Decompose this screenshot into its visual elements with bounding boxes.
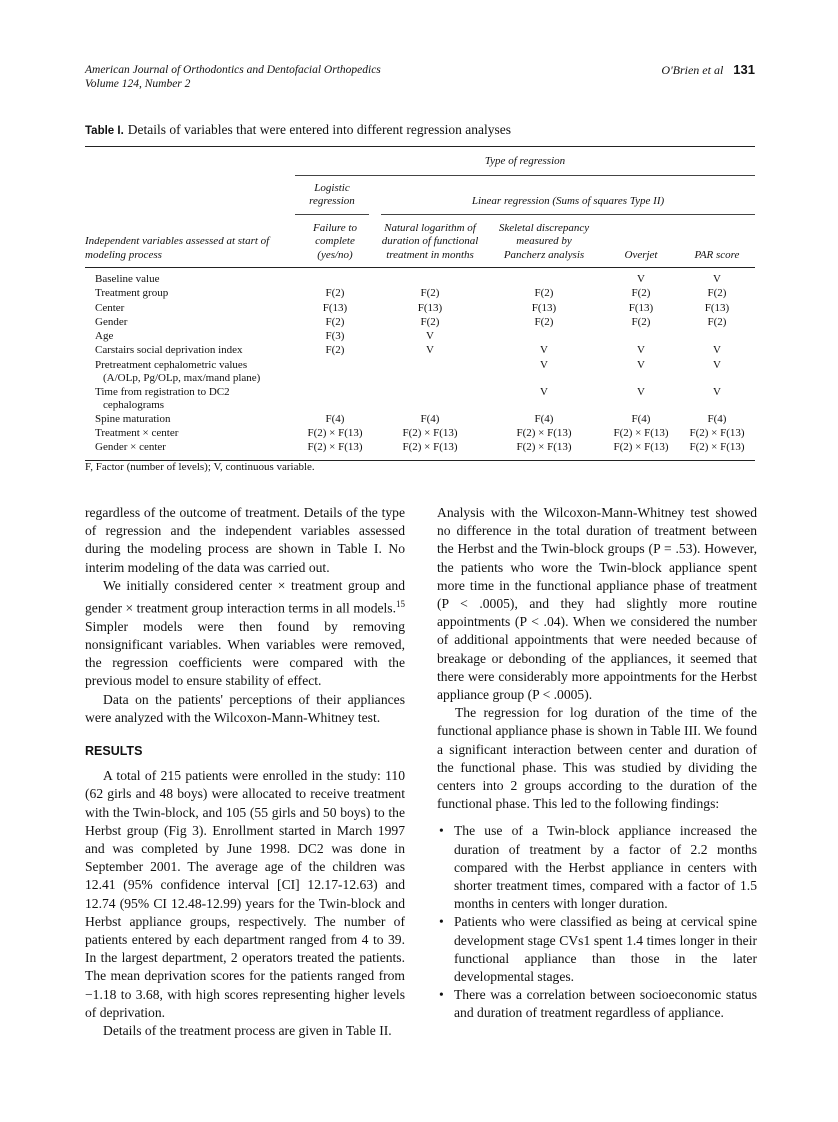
table-cell [295,386,375,413]
paragraph: Analysis with the Wilcoxon-Mann-Whitney test showed no difference in the total duration of treatment between the Herbst and the Twin-block groups (P = .53). However, the patients who wore the Twin-block appliance spent more time in the functional appliance phase of treatment (P < .0005), and they had slightly more routine appointments (P < .04). When we considered the number of additional appointments that were needed because of breakage or debonding of the appliances, it seemed that there were considerably more appointments for the Herbst appliance group (P < .0005). [437,505,757,703]
table-cell: F(13) [704,301,730,314]
table-cell: F(2) × F(13) [516,427,572,440]
table-cell [485,268,603,288]
row-label-continuation: cephalograms [103,399,165,412]
table-row [85,386,755,413]
table-cell: F(2) [420,315,440,328]
table-cell: F(2) [420,287,440,300]
table-cell: F(2) [325,287,345,300]
paragraph [85,577,405,691]
table-cell: F(4) [631,412,651,425]
table-cell: F(4) [707,412,727,425]
authors: O'Brien et al [661,63,724,77]
row-label-text: Treatment group [95,287,169,300]
row-label-text: Gender × center [95,441,166,454]
page-header-right [661,62,755,78]
table-cell: V [540,385,548,398]
paragraph: Details of the treatment process are given in Table II. [103,1023,392,1039]
table-cell: V [713,385,721,398]
table-row [85,316,755,330]
table-cell: F(13) [628,301,654,314]
paragraph: A total of 215 patients were enrolled in the study: 110 (62 girls and 48 boys) were allocated to receive treatment with the Twin-block, and 105 (55 girls and 50 boys) to the Herbst group (Fig 3). Enrollment started in March 1997 and was completed by June 1998. DC2 was done in September 2001. The average age of the children was 12.41 (95% confidence interval [CI] 12.17-12.63) and 12.74 (95% CI 12.48-12.99) years for the Twin-block and Herbst appliance groups, respectively. The number of patients entered by each department ranged from 4 to 39. In the largest department, 2 operators treated the patients. The mean deprivation scores for the patients ranged from −1.18 to 3.68, with high scores representing higher levels of deprivation. [85,768,405,1020]
table-cell: V [713,358,721,371]
paragraph-text: We initially considered center × treatment group and gender × treatment group interaction terms in all models. [85,577,405,616]
table-caption [85,122,511,138]
right-text-column [437,504,757,1023]
table-cell [295,359,375,386]
table-cell: F(2) [534,315,554,328]
table-cell: V [540,344,548,357]
table-cell: F(4) [420,412,440,425]
row-label-text: Time from registration to DC2 [95,385,230,398]
list-item: • Patients who were classified as being at cervical spine development stage CVs1 spent 1.4 times longer in their functional appliance than those in the later developmental stages. [437,913,757,986]
table-cell: F(2) [631,315,651,328]
table-cell: F(2) × F(13) [613,441,669,454]
table-cell: F(2) [631,287,651,300]
reference-superscript: 15 [396,599,405,610]
column-header: Skeletal discrepancy measured by Pancherz analysis [498,221,590,261]
table-row [85,287,755,301]
table-row [85,330,755,344]
column-header: PAR score [694,248,740,261]
table-cell [603,330,679,344]
table-cell: V [637,344,645,357]
table-cell: F(2) [707,287,727,300]
table-cell: V [426,330,434,343]
paragraph: Data on the patients' perceptions of their appliances were analyzed with the Wilcoxon-Mann-Whitney test. [85,691,405,725]
table-cell: F(13) [322,301,348,314]
row-label-text: Baseline value [95,273,160,285]
table-cell [485,330,603,344]
row-label-continuation: (A/OLp, Pg/OLp, max/mand plane) [103,372,261,385]
table-cell: F(3) [325,330,345,343]
findings-list [437,822,757,1022]
row-header: Independent variables assessed at start of modeling process [85,235,270,261]
row-label [85,359,295,386]
table-cell: V [540,358,548,371]
table-cell: V [713,344,721,357]
table-cell: F(2) × F(13) [402,427,458,440]
list-item: • There was a correlation between socioeconomic status and duration of treatment regardless of appliance. [437,986,757,1022]
row-label-text: Treatment × center [95,427,179,440]
row-label-text: Pretreatment cephalometric values [95,358,248,371]
table-cell [375,359,485,386]
table-cell: F(2) × F(13) [307,441,363,454]
regression-variables-table [85,146,755,461]
logistic-heading: Logistic regression [295,176,375,215]
table-cell: F(2) × F(13) [689,427,745,440]
table-cell: V [426,344,434,357]
table-label: Table I. [85,125,124,137]
journal-name: American Journal of Orthodontics and Dentofacial Orthopedics [85,64,381,76]
table-cell: V [637,273,645,285]
table-cell: F(2) [325,344,345,357]
table-footnote: F, Factor (number of levels); V, continuous variable. [85,461,315,473]
table-cell: F(2) × F(13) [689,441,745,454]
linear-heading: Linear regression (Sums of squares Type II) [375,176,755,215]
left-text-column [85,504,405,1040]
table-row [85,427,755,441]
table-cell: F(2) × F(13) [307,427,363,440]
column-header: Natural logarithm of duration of functional treatment in months [381,221,479,261]
row-label-text: Carstairs social deprivation index [95,344,243,357]
table-cell: F(2) × F(13) [613,427,669,440]
row-label [85,316,295,330]
row-label-text: Center [95,301,125,314]
column-header: Overjet [624,248,658,261]
table-cell [679,330,755,344]
row-label-text: Gender [95,315,128,328]
table-cell: F(2) [707,315,727,328]
table-cell: V [637,358,645,371]
paragraph: The regression for log duration of the time of the functional appliance phase is shown in Table III. We found a significant interaction between center and duration of the functional phase. This was studied by dividing the centers into 2 groups according to the duration of the functional phase. This led to the following findings: [437,705,757,812]
table-cell: V [637,385,645,398]
table-row [85,441,755,460]
row-label [85,441,295,460]
table-row [85,413,755,427]
row-label [85,330,295,344]
table-cell: F(4) [325,412,345,425]
table-cell: F(2) × F(13) [402,441,458,454]
journal-volume: Volume 124, Number 2 [85,78,191,90]
row-label [85,344,295,358]
section-heading-results: RESULTS [85,743,143,758]
table-cell: F(13) [531,301,557,314]
table-cell: V [713,273,721,285]
type-of-regression-heading: Type of regression [484,155,566,167]
table-cell [375,268,485,288]
table-row [85,344,755,358]
table-row [85,359,755,386]
table-cell [295,268,375,288]
list-item: • The use of a Twin-block appliance increased the duration of treatment by a factor of 2.2 months compared with the Herbst appliance in centers with shorter treatment times, compared with a factor of 1.5 months in centers with longer duration. [437,822,757,913]
running-header [85,63,381,91]
row-label [85,386,295,413]
table-cell: F(2) [325,315,345,328]
table-cell [375,386,485,413]
row-label [85,427,295,441]
paragraph-text: Simpler models were then found by removing nonsignificant variables. When variables were removed, the regression coefficients were compared with the previous model to ensure stability of effect. [85,618,405,689]
table-cell: F(4) [534,412,554,425]
row-label [85,302,295,316]
table-cell: F(2) × F(13) [516,441,572,454]
page-number: 131 [733,62,755,77]
row-label [85,413,295,427]
table-row [85,302,755,316]
table-row [85,268,755,288]
table-title: Details of variables that were entered into different regression analyses [127,122,512,137]
paragraph: regardless of the outcome of treatment. Details of the type of regression and the independent variables assessed during the modeling process are shown in Table I. No interim modeling of the data was carried out. [85,505,405,575]
table-cell: F(13) [417,301,443,314]
column-header: Failure to complete (yes/no) [313,221,357,261]
row-label [85,268,295,288]
row-label-text: Spine maturation [95,412,171,425]
table-cell: F(2) [534,287,554,300]
row-label-text: Age [95,330,114,343]
row-label [85,287,295,301]
